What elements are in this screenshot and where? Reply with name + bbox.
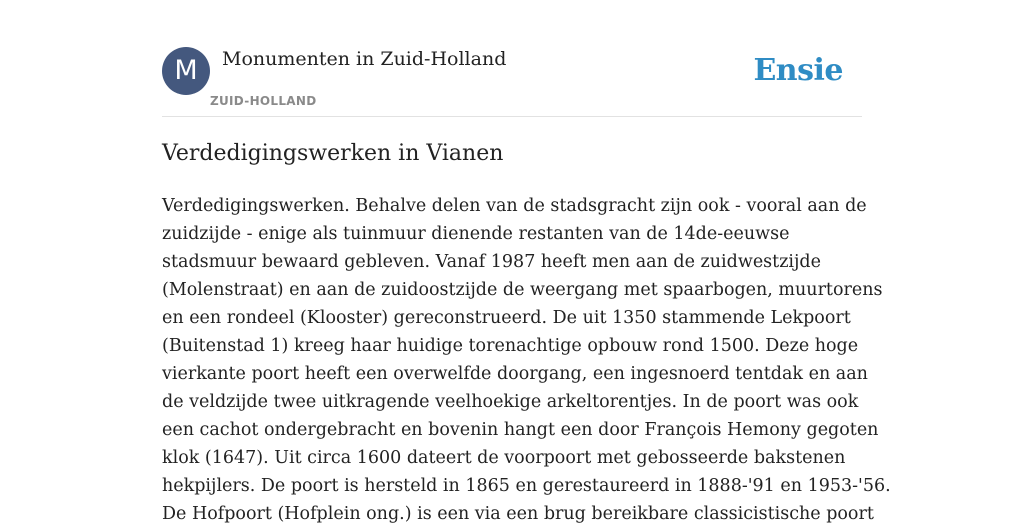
article-line: de veldzijde twee uitkragende veelhoekige arkeltorentjes. In de poort was ook xyxy=(162,392,859,412)
article-line: een cachot ondergebracht en bovenin hangt een door François Hemony gegoten xyxy=(162,420,879,440)
article-line: Verdedigingswerken. Behalve delen van de stadsgracht zijn ook - vooral aan de xyxy=(162,196,867,216)
article-line: De Hofpoort (Hofplein ong.) is een via een brug bereikbare classicistische poort xyxy=(162,504,874,524)
article-line: (Buitenstad 1) kreeg haar huidige torenachtige opbouw rond 1500. Deze hoge xyxy=(162,336,859,356)
article-title: Verdedigingswerken in Vianen xyxy=(162,141,504,166)
article-line: vierkante poort heeft een overwelfde doorgang, een ingesnoerd tentdak en aan xyxy=(162,364,868,384)
article-line: stadsmuur bewaard gebleven. Vanaf 1987 heeft men aan de zuidwestzijde xyxy=(162,252,821,272)
avatar[interactable]: M xyxy=(162,47,210,95)
category-link[interactable]: ZUID-HOLLAND xyxy=(210,94,317,108)
source-title-link[interactable]: Monumenten in Zuid-Holland xyxy=(222,48,507,70)
article-line: klok (1647). Uit circa 1600 dateert de voorpoort met gebosseerde bakstenen xyxy=(162,448,846,468)
article-line: (Molenstraat) en aan de zuidoostzijde de weergang met spaarbogen, muurtorens xyxy=(162,280,883,300)
article-line: zuidzijde - enige als tuinmuur dienende restanten van de 14de-eeuwse xyxy=(162,224,790,244)
brand-logo[interactable]: Ensie xyxy=(753,53,843,88)
article-body xyxy=(162,192,891,528)
header xyxy=(162,47,862,117)
article-line: hekpijlers. De poort is hersteld in 1865 en gerestaureerd in 1888-'91 en 1953-'56. xyxy=(162,476,891,496)
article-line: en een rondeel (Klooster) gereconstrueerd. De uit 1350 stammende Lekpoort xyxy=(162,308,851,328)
